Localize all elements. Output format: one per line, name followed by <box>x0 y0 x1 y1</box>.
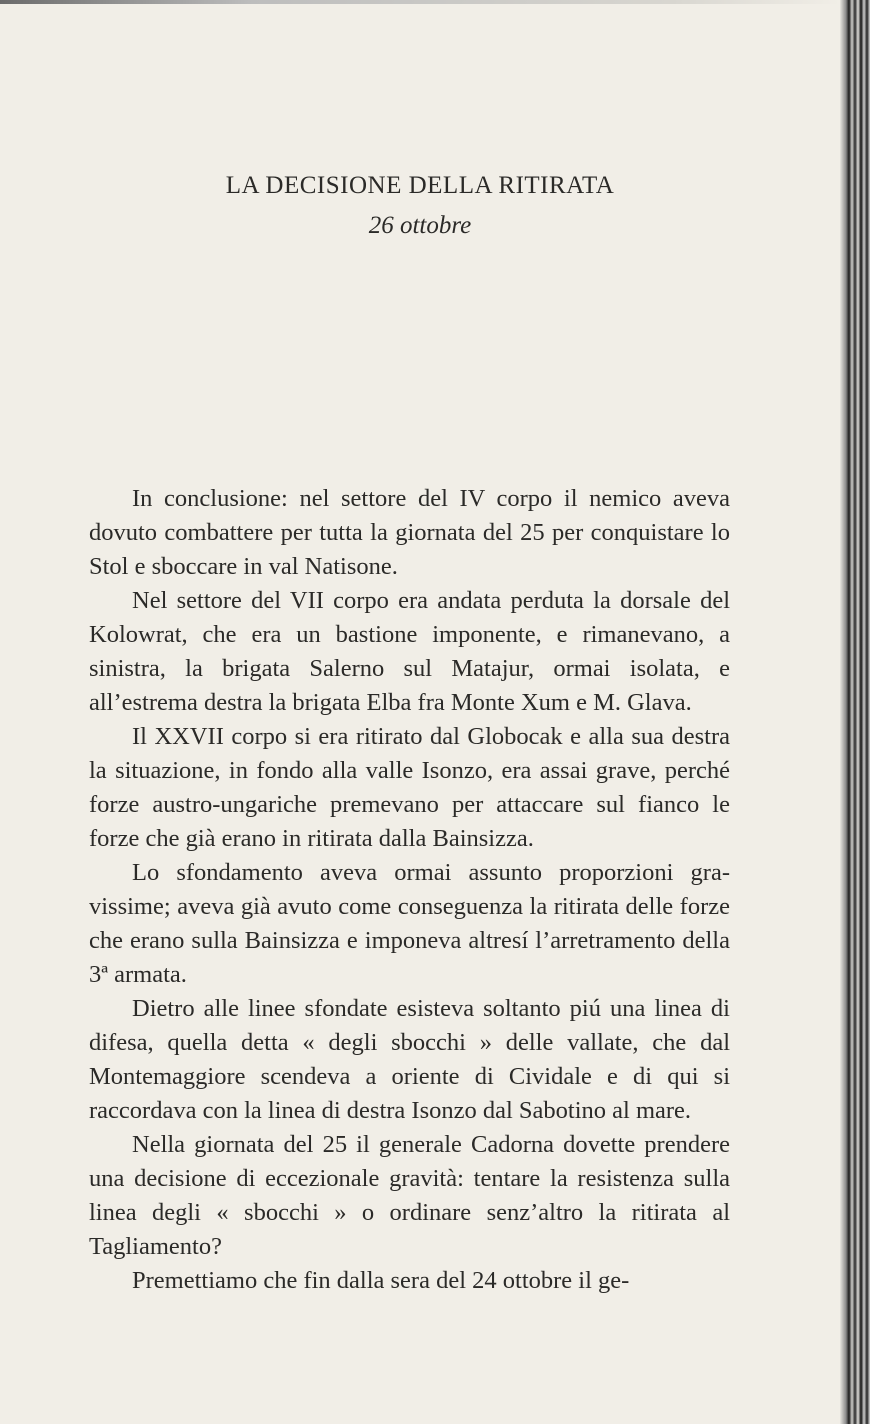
book-spine <box>840 0 870 1424</box>
paragraph: Nel settore del VII corpo era andata perduta la dorsale del Kolowrat, che era un bastione imponente, e rimanevano, a sinistra, la brigata Salerno sul Matajur, ormai isolata, e all’estrema destra la brigata Elba fra Monte Xum e M. Glava. <box>89 587 730 716</box>
page-top-edge <box>0 0 840 4</box>
paragraph: Il XXVII corpo si era ritirato dal Globocak e alla sua destra la situazione, in fondo alla valle Isonzo, era assai grave, perché forze austro-ungariche premevano per attaccare sul fianco le forze che già erano in ritirata dalla Bainsizza. <box>89 723 730 852</box>
paragraph: Lo sfondamento aveva ormai assunto proporzioni gravissime; aveva già avuto come conseguenza la ritirata delle forze che erano sulla Bainsizza e imponeva altresí l’arretramento della 3ª armata. <box>89 859 730 988</box>
chapter-date: 26 ottobre <box>368 212 472 239</box>
body-text <box>89 482 730 1298</box>
paragraph: Nella giornata del 25 il generale Cadorna dovette prendere una decisione di eccezionale gravità: tentare la resistenza sulla linea degli « sbocchi » o ordinare senz’altro la ritirata al Tagliamento? <box>89 1131 730 1260</box>
paragraph: Dietro alle linee sfondate esisteva soltanto piú una linea di difesa, quella detta « degli sbocchi » delle vallate, che dal Montemaggiore scendeva a oriente di Cividale e di qui si raccordava con la linea di destra Isonzo dal Sabotino al mare. <box>89 995 730 1124</box>
paragraph: In conclusione: nel settore del IV corpo il nemico aveva dovuto combattere per tutta la giornata del 25 per conquistare lo Stol e sboccare in val Natisone. <box>89 485 730 580</box>
paragraph: Premettiamo che fin dalla sera del 24 ottobre il ge- <box>132 1267 630 1294</box>
chapter-title: LA DECISIONE DELLA RITIRATA <box>225 172 615 199</box>
